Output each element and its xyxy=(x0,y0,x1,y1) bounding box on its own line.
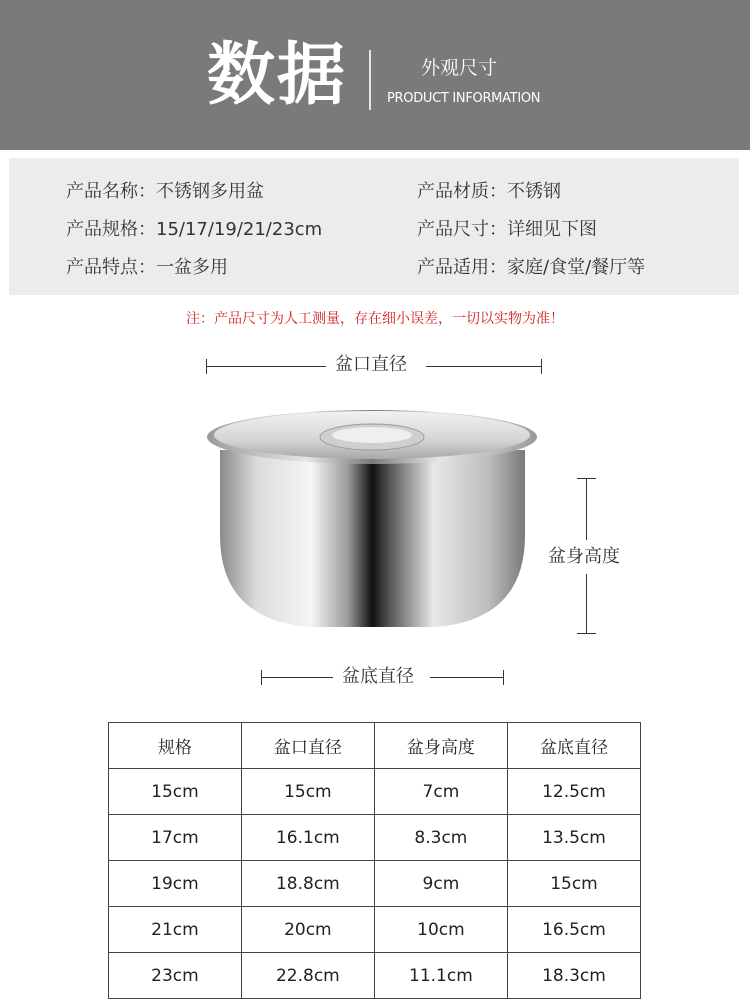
table-header-cell: 盆底直径 xyxy=(507,723,640,769)
table-cell: 18.3cm xyxy=(507,953,640,999)
dimension-line xyxy=(430,677,503,678)
table-header-row xyxy=(109,723,641,769)
lid-handle-top xyxy=(332,427,412,443)
table-cell: 22.8cm xyxy=(241,953,374,999)
size-table xyxy=(108,722,641,999)
table-row xyxy=(109,953,641,999)
table-cell: 20cm xyxy=(241,907,374,953)
table-cell: 13.5cm xyxy=(507,815,640,861)
table-cell: 16.5cm xyxy=(507,907,640,953)
table-cell: 17cm xyxy=(109,815,242,861)
info-product-spec: 产品规格：15/17/19/21/23cm xyxy=(66,219,323,240)
info-product-usage: 产品适用：家庭/食堂/餐厅等 xyxy=(417,257,646,278)
page-title: 数据 xyxy=(207,36,348,115)
dimension-line xyxy=(586,478,587,540)
dimension-line xyxy=(206,366,326,367)
table-cell: 8.3cm xyxy=(374,815,507,861)
table-cell: 10cm xyxy=(374,907,507,953)
pot-image xyxy=(200,395,545,635)
dimension-tick xyxy=(541,359,542,374)
table-row xyxy=(109,861,641,907)
table-cell: 12.5cm xyxy=(507,769,640,815)
table-cell: 7cm xyxy=(374,769,507,815)
table-cell: 18.8cm xyxy=(241,861,374,907)
bottom-diameter-label: 盆底直径 xyxy=(342,666,414,687)
dimension-line xyxy=(261,677,333,678)
table-row xyxy=(109,769,641,815)
info-product-feature: 产品特点：一盆多用 xyxy=(66,257,228,278)
table-cell: 11.1cm xyxy=(374,953,507,999)
dimension-tick xyxy=(206,359,207,374)
table-cell: 15cm xyxy=(507,861,640,907)
table-cell: 15cm xyxy=(241,769,374,815)
header-divider xyxy=(369,50,371,110)
pot-body xyxy=(220,450,525,627)
table-header-cell: 规格 xyxy=(109,723,242,769)
table-header-cell: 盆身高度 xyxy=(374,723,507,769)
table-header-cell: 盆口直径 xyxy=(241,723,374,769)
measurement-note: 注：产品尺寸为人工测量，存在细小误差，一切以实物为准！ xyxy=(186,311,564,327)
header-subtitle-en: PRODUCT INFORMATION xyxy=(387,91,541,106)
table-cell: 15cm xyxy=(109,769,242,815)
table-cell: 23cm xyxy=(109,953,242,999)
dimension-tick xyxy=(577,633,596,634)
table-cell: 9cm xyxy=(374,861,507,907)
header-subtitle: 外观尺寸 xyxy=(421,57,498,79)
info-product-name: 产品名称：不锈钢多用盆 xyxy=(66,181,264,202)
table-cell: 21cm xyxy=(109,907,242,953)
dimension-tick xyxy=(261,670,262,685)
height-label: 盆身高度 xyxy=(548,546,620,567)
dimension-tick xyxy=(503,670,504,685)
table-cell: 19cm xyxy=(109,861,242,907)
header-banner xyxy=(0,0,750,150)
product-info-box xyxy=(9,158,739,295)
table-row xyxy=(109,907,641,953)
mouth-diameter-label: 盆口直径 xyxy=(335,354,407,375)
table-row xyxy=(109,815,641,861)
info-product-material: 产品材质：不锈钢 xyxy=(417,181,561,202)
info-product-size: 产品尺寸：详细见下图 xyxy=(417,219,597,240)
dimension-line xyxy=(586,574,587,634)
dimension-line xyxy=(426,366,542,367)
table-cell: 16.1cm xyxy=(241,815,374,861)
